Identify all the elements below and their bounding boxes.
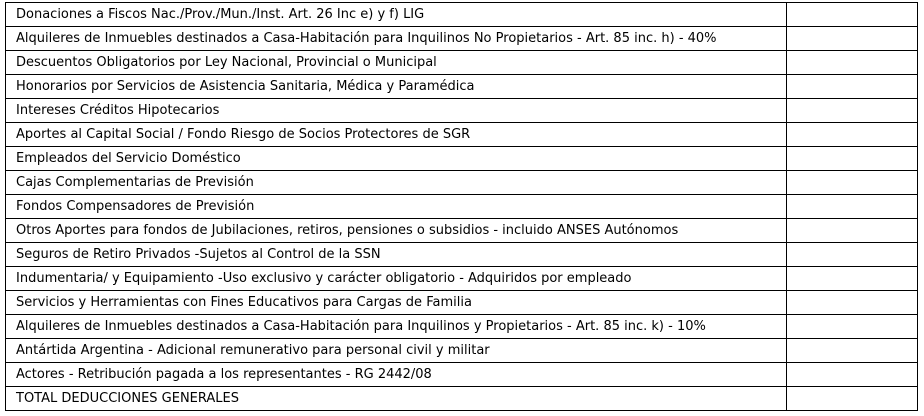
deduction-label: Servicios y Herramientas con Fines Educativos para Cargas de Familia	[6, 291, 787, 315]
table-row	[6, 51, 918, 75]
table-row	[6, 195, 918, 219]
table-row	[6, 243, 918, 267]
deduction-label: Intereses Créditos Hipotecarios	[6, 99, 787, 123]
deduction-amount-cell[interactable]	[787, 315, 918, 339]
deduction-amount-cell[interactable]	[787, 99, 918, 123]
deduction-label: Alquileres de Inmuebles destinados a Casa-Habitación para Inquilinos No Propietarios - Art. 85 inc. h) - 40%	[6, 27, 787, 51]
table-row	[6, 363, 918, 387]
deduction-amount-cell[interactable]	[787, 51, 918, 75]
deduction-amount-cell[interactable]	[787, 123, 918, 147]
deductions-table	[5, 2, 918, 411]
deduction-label: Fondos Compensadores de Previsión	[6, 195, 787, 219]
table-row	[6, 267, 918, 291]
deduction-label: Seguros de Retiro Privados -Sujetos al Control de la SSN	[6, 243, 787, 267]
table-row	[6, 339, 918, 363]
deduction-amount-cell[interactable]	[787, 147, 918, 171]
table-row	[6, 147, 918, 171]
deduction-label: Empleados del Servicio Doméstico	[6, 147, 787, 171]
table-row	[6, 3, 918, 27]
deduction-label: Honorarios por Servicios de Asistencia Sanitaria, Médica y Paramédica	[6, 75, 787, 99]
total-amount-cell[interactable]	[787, 387, 918, 411]
deduction-amount-cell[interactable]	[787, 75, 918, 99]
deduction-amount-cell[interactable]	[787, 363, 918, 387]
deduction-amount-cell[interactable]	[787, 3, 918, 27]
deduction-label: Otros Aportes para fondos de Jubilaciones, retiros, pensiones o subsidios - incluido ANSES Autónomos	[6, 219, 787, 243]
deduction-label: Indumentaria/ y Equipamiento -Uso exclusivo y carácter obligatorio - Adquiridos por empleado	[6, 267, 787, 291]
deductions-table-body	[6, 3, 918, 411]
deduction-amount-cell[interactable]	[787, 291, 918, 315]
table-row	[6, 99, 918, 123]
total-row	[6, 387, 918, 411]
deduction-amount-cell[interactable]	[787, 243, 918, 267]
table-row	[6, 315, 918, 339]
deduction-label: Donaciones a Fiscos Nac./Prov./Mun./Inst. Art. 26 Inc e) y f) LIG	[6, 3, 787, 27]
deduction-label: Aportes al Capital Social / Fondo Riesgo de Socios Protectores de SGR	[6, 123, 787, 147]
deduction-amount-cell[interactable]	[787, 171, 918, 195]
deduction-amount-cell[interactable]	[787, 27, 918, 51]
table-row	[6, 219, 918, 243]
deduction-amount-cell[interactable]	[787, 195, 918, 219]
table-row	[6, 171, 918, 195]
table-row	[6, 75, 918, 99]
table-row	[6, 123, 918, 147]
deduction-label: Alquileres de Inmuebles destinados a Casa-Habitación para Inquilinos y Propietarios - Art. 85 inc. k) - 10%	[6, 315, 787, 339]
deduction-label: Cajas Complementarias de Previsión	[6, 171, 787, 195]
deduction-amount-cell[interactable]	[787, 267, 918, 291]
total-label: TOTAL DEDUCCIONES GENERALES	[6, 387, 787, 411]
deduction-label: Actores - Retribución pagada a los representantes - RG 2442/08	[6, 363, 787, 387]
table-row	[6, 291, 918, 315]
deduction-amount-cell[interactable]	[787, 219, 918, 243]
deduction-label: Antártida Argentina - Adicional remunerativo para personal civil y militar	[6, 339, 787, 363]
deduction-amount-cell[interactable]	[787, 339, 918, 363]
table-row	[6, 27, 918, 51]
deduction-label: Descuentos Obligatorios por Ley Nacional, Provincial o Municipal	[6, 51, 787, 75]
